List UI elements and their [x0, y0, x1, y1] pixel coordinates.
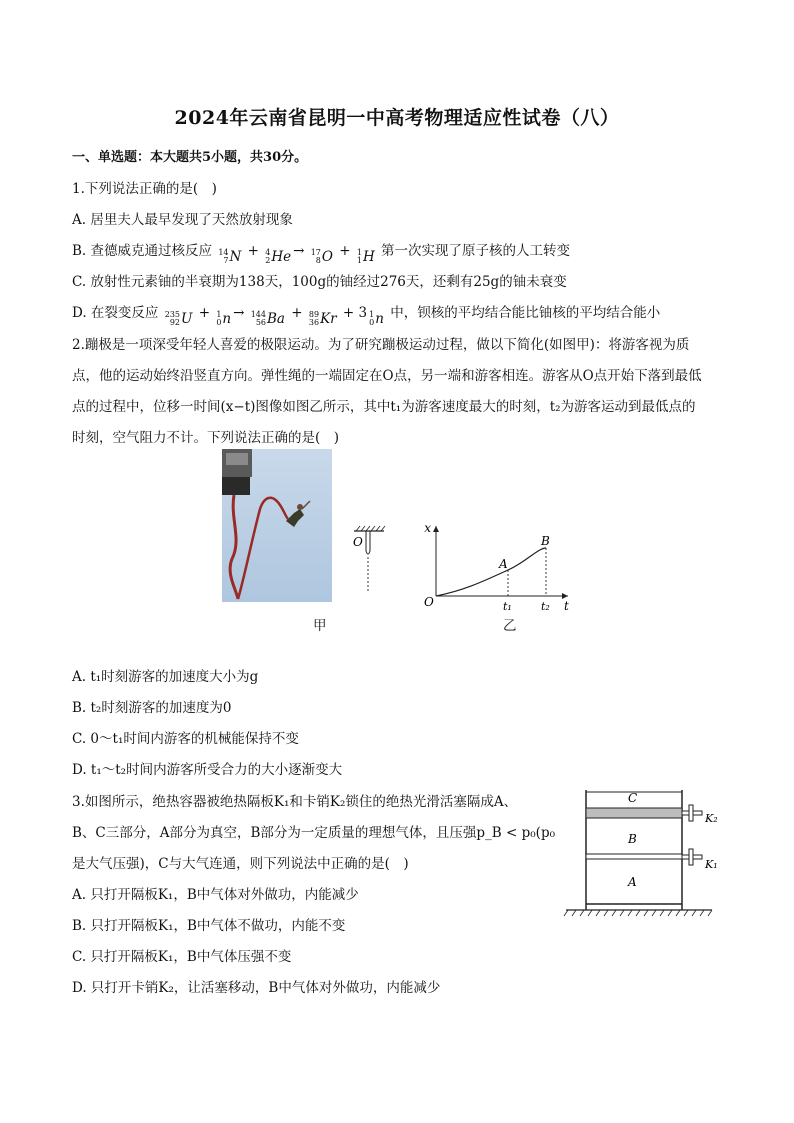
q3-option-c: C. 只打开隔板K₁，B中气体压强不变 [72, 949, 292, 965]
graph-x-label: t [564, 599, 569, 613]
q1-option-d-suffix: 中，钡核的平均结合能比铀核的平均结合能小 [390, 305, 661, 321]
q2-option-a: A. t₁时刻游客的加速度大小为g [72, 669, 259, 685]
page-title: 2024年云南省昆明一中高考物理适应性试卷（八） [174, 107, 620, 129]
graph-t2-label: t₂ [541, 600, 550, 613]
q2-line-3: 点的过程中，位移一时间(x−t)图像如图乙所示，其中t₁为游客速度最大的时刻，t₂为游客运动到最低点的 [72, 399, 696, 415]
q2-line-4: 时刻，空气阻力不计。下列说法正确的是( ) [72, 430, 340, 446]
q1-option-a: A. 居里夫人最早发现了天然放射现象 [72, 212, 293, 228]
k2-label: K₂ [705, 812, 718, 825]
figure-jia-caption: 甲 [313, 618, 327, 634]
formula-u235: 235 92 U [164, 310, 193, 327]
graph-point-a: A [499, 557, 508, 571]
region-a-label: A [628, 875, 637, 889]
formula-n1: 1 0 n [216, 310, 232, 327]
q2-line-1: 2.蹦极是一项深受年轻人喜爱的极限运动。为了研究蹦极运动过程，做以下简化(如图甲)：将游客视为质 [72, 337, 690, 353]
container-diagram [562, 786, 728, 920]
region-b-label: B [628, 832, 637, 846]
figure-yi-caption: 乙 [503, 618, 517, 634]
q1-stem: 1.下列说法正确的是( ) [72, 181, 217, 197]
q3-option-d: D. 只打开卡销K₂，让活塞移动，B中气体对外做功，内能减少 [72, 980, 441, 996]
q1-option-b-suffix: 第一次实现了原子核的人工转变 [381, 243, 571, 259]
formula-n14: 14 7 N [218, 248, 242, 265]
q3-line-2: B、C三部分，A部分为真空，B部分为一定质量的理想气体，且压强p_B < p₀(p₀ [72, 825, 555, 841]
graph-origin-label: O [424, 595, 434, 609]
q2-option-d: D. t₁～t₂时间内游客所受合力的大小逐渐变大 [72, 762, 343, 778]
bungee-photo [222, 449, 332, 602]
formula-o17: 17 8 O [310, 248, 333, 265]
graph-point-b: B [541, 534, 550, 548]
q2-option-c: C. 0～t₁时间内游客的机械能保持不变 [72, 731, 299, 747]
q1-option-c: C. 放射性元素铀的半衰期为138天，100g的铀经过276天，还剩有25g的铀未衰变 [72, 274, 567, 290]
q1-option-b-prefix: B. 查德威克通过核反应 [72, 243, 213, 259]
section-heading: 一、单选题：本大题共5小题，共30分。 [72, 150, 308, 165]
region-c-label: C [628, 791, 638, 805]
q3-option-a: A. 只打开隔板K₁，B中气体对外做功，内能减少 [72, 887, 359, 903]
formula-ba144: 144 56 Ba [250, 310, 285, 327]
formula-he4: 4 2 He [265, 248, 292, 265]
q1-option-d-prefix: D. 在裂变反应 [72, 305, 159, 321]
graph-t1-label: t₁ [503, 600, 512, 613]
k1-label: K₁ [705, 858, 718, 871]
graph-y-label: x [424, 521, 431, 535]
formula-3n: 1 0 n [369, 310, 384, 327]
q2-line-2: 点，他的运动始终沿竖直方向。弹性绳的一端固定在O点，另一端和游客相连。游客从O点开始下落到最低 [72, 368, 702, 384]
q2-option-b: B. t₂时刻游客的加速度为0 [72, 700, 232, 716]
q3-option-b: B. 只打开隔板K₁，B中气体不做功，内能不变 [72, 918, 346, 934]
formula-h1: 1 1 H [356, 248, 375, 265]
q3-line-3: 是大气压强)，C与大气连通，则下列说法中正确的是( ) [72, 856, 409, 872]
x-t-graph [426, 520, 576, 620]
bungee-schematic [350, 525, 390, 593]
q1-option-b: B. 查德威克通过核反应 14 7 N + 4 2 He → 17 8 O + 1 1 H 第一次实现了原子核的人工转变 [72, 243, 571, 265]
formula-kr89: 89 36 Kr [308, 310, 337, 327]
point-o-label: O [353, 535, 363, 549]
q3-line-1: 3.如图所示，绝热容器被绝热隔板K₁和卡销K₂锁住的绝热光滑活塞隔成A、 [72, 794, 518, 810]
q1-option-d: D. 在裂变反应 235 92 U + 1 0 n → 144 56 Ba + 89 36 Kr + 3 1 0 n 中，钡核的平均结合能比铀核的平均结合能小 [72, 305, 661, 327]
